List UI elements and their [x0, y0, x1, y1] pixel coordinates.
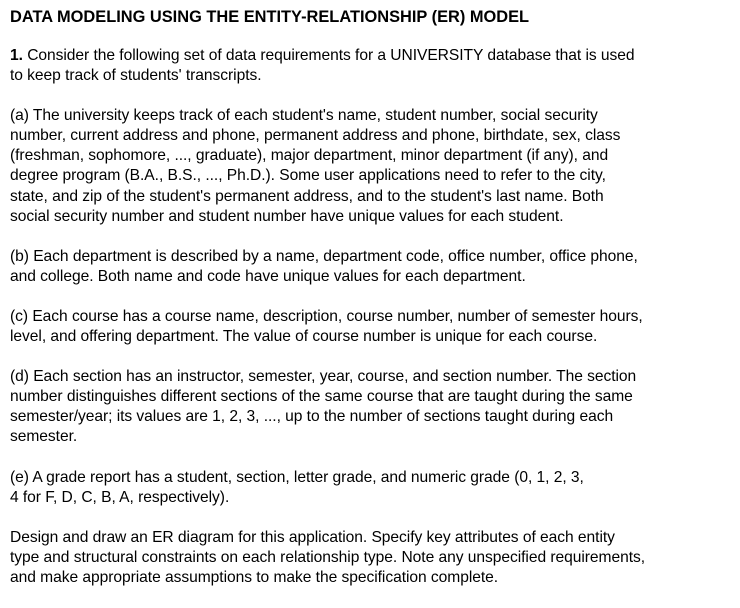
part-e-line: (e) A grade report has a student, section, letter grade, and numeric grade (0, 1, 2, 3, — [10, 468, 584, 486]
part-d-line: number distinguishes different sections of the same course that are taught during the same — [10, 388, 633, 406]
part-a-line: state, and zip of the student's permanent address, and to the student's last name. Both — [10, 187, 604, 205]
part-b-line: (b) Each department is described by a name, department code, office number, office phone, — [10, 247, 638, 265]
part-d-line: semester/year; its values are 1, 2, 3, ..., up to the number of sections taught during each — [10, 408, 614, 426]
question-intro — [10, 46, 732, 86]
part-e-line: 4 for F, D, C, B, A, respectively). — [10, 488, 230, 506]
document-page — [10, 7, 732, 608]
part-c-paragraph — [10, 307, 732, 347]
part-b-line: and college. Both name and code have unique values for each department. — [10, 267, 526, 285]
part-c-line: (c) Each course has a course name, description, course number, number of semester hours, — [10, 307, 643, 325]
part-a-line: (a) The university keeps track of each student's name, student number, social security — [10, 107, 598, 125]
task-line: type and structural constraints on each relationship type. Note any unspecified requirements, — [10, 548, 646, 566]
intro-line-1 — [10, 46, 732, 66]
question-number: 1. — [10, 47, 23, 64]
intro-line-1-text: Consider the following set of data requirements for a UNIVERSITY database that is used — [22, 47, 635, 64]
task-line: Design and draw an ER diagram for this application. Specify key attributes of each entity — [10, 528, 615, 546]
part-a-line: (freshman, sophomore, ..., graduate), major department, minor department (if any), and — [10, 147, 609, 165]
part-d-paragraph — [10, 367, 732, 447]
part-a-line: degree program (B.A., B.S., ..., Ph.D.). Some user applications need to refer to the city, — [10, 167, 606, 185]
intro-line-2: to keep track of students' transcripts. — [10, 67, 262, 85]
part-e-paragraph — [10, 468, 732, 508]
part-a-line: social security number and student number have unique values for each student. — [10, 207, 564, 225]
document-title: DATA MODELING USING THE ENTITY-RELATIONSHIP (ER) MODEL — [10, 8, 530, 26]
part-a-paragraph — [10, 106, 732, 227]
part-b-paragraph — [10, 247, 732, 287]
part-c-line: level, and offering department. The value of course number is unique for each course. — [10, 328, 598, 346]
part-d-line: semester. — [10, 428, 78, 446]
task-line: and make appropriate assumptions to make the specification complete. — [10, 568, 499, 586]
part-d-line: (d) Each section has an instructor, semester, year, course, and section number. The section — [10, 368, 637, 386]
task-paragraph — [10, 528, 732, 588]
part-a-line: number, current address and phone, permanent address and phone, birthdate, sex, class — [10, 127, 621, 145]
